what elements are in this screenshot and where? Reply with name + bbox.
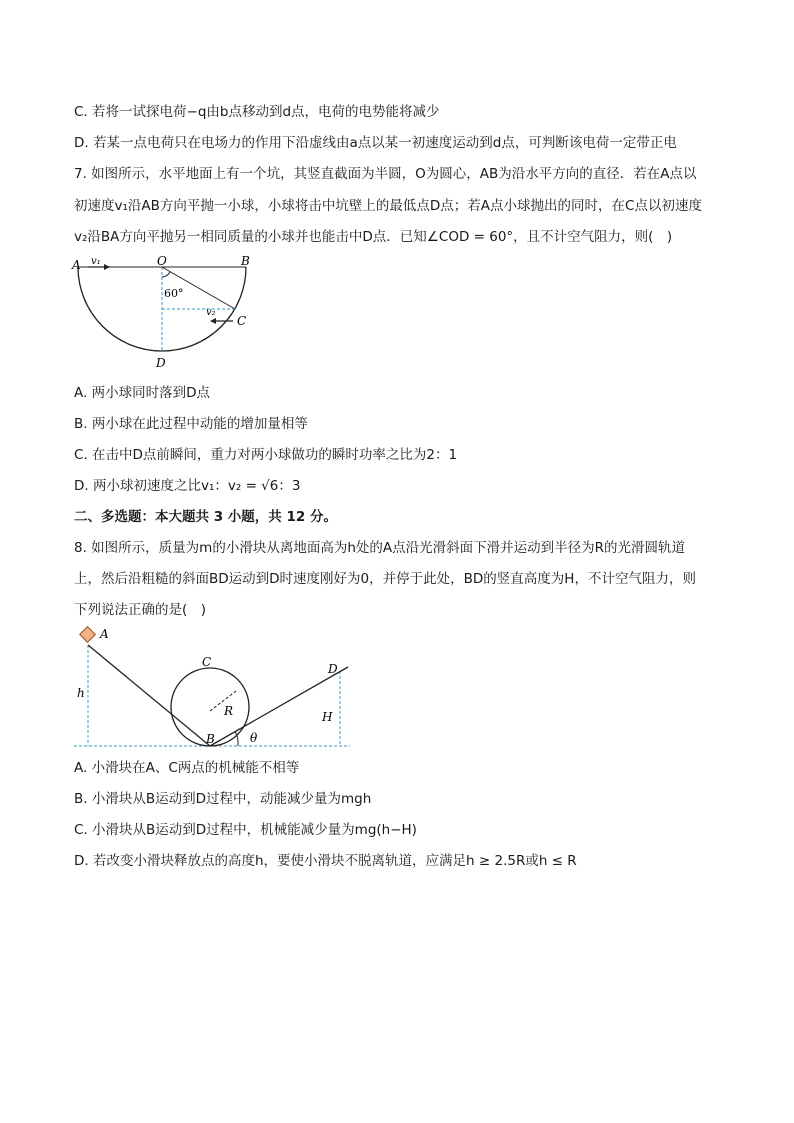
- q7-label-o: O: [157, 255, 167, 268]
- q8-label-h: h: [77, 686, 85, 700]
- q8-label-h-capital: H: [322, 710, 333, 724]
- q7-label-v2: v₂: [206, 307, 216, 318]
- q8-label-b: B: [206, 732, 215, 746]
- section-multiple-choice-heading: 二、多选题：本大题共 3 小题，共 12 分。: [74, 509, 337, 525]
- q7-label-angle: 60°: [164, 287, 184, 300]
- q7-label-d: D: [156, 356, 166, 370]
- q8-option-d: D. 若改变小滑块释放点的高度h，要使小滑块不脱离轨道，应满足h ≥ 2.5R或h ≤ R: [74, 853, 577, 869]
- q8-label-d: D: [328, 662, 338, 676]
- q7-stem-line-3: v₂沿BA方向平抛另一相同质量的小球并也能击中D点．已知∠COD = 60°，且不计空气阻力，则( ): [74, 229, 673, 245]
- q8-figure: [70, 625, 360, 755]
- q8-option-b: B. 小滑块从B运动到D过程中，动能减少量为mgh: [74, 791, 372, 807]
- q7-label-a: A: [72, 258, 81, 272]
- q8-label-r: R: [224, 704, 234, 718]
- q7-stem-line-2: 初速度v₁沿AB方向平抛一小球，小球将击中坑壁上的最低点D点；若A点小球抛出的同时，在C点以初速度: [74, 198, 702, 214]
- q7-label-b: B: [241, 255, 250, 268]
- q7-label-v1: v₁: [91, 256, 101, 267]
- q6-option-d: D. 若某一点电荷只在电场力的作用下沿虚线由a点以某一初速度运动到d点，可判断该电荷一定带正电: [74, 135, 677, 151]
- q7-label-c: C: [237, 314, 247, 328]
- q7-stem-line-1: 7. 如图所示，水平地面上有一个坑，其竖直截面为半圆，O为圆心，AB为沿水平方向的直径．若在A点以: [74, 166, 697, 182]
- q8-option-a: A. 小滑块在A、C两点的机械能不相等: [74, 760, 300, 776]
- q7-figure: [70, 255, 260, 375]
- q8-stem-line-1: 8. 如图所示，质量为m的小滑块从离地面高为h处的A点沿光滑斜面下滑并运动到半径为R的光滑圆轨道: [74, 540, 685, 556]
- q8-stem-line-3: 下列说法正确的是( ): [74, 602, 207, 618]
- q8-label-theta: θ: [250, 731, 258, 745]
- q7-option-d: D. 两小球初速度之比v₁：v₂ = √6：3: [74, 478, 301, 494]
- q7-option-c: C. 在击中D点前瞬间，重力对两小球做功的瞬时功率之比为2：1: [74, 447, 458, 463]
- q8-label-c: C: [202, 655, 212, 669]
- q8-label-a: A: [100, 627, 109, 641]
- q7-option-b: B. 两小球在此过程中动能的增加量相等: [74, 416, 308, 432]
- q8-option-c: C. 小滑块从B运动到D过程中，机械能减少量为mg(h−H): [74, 822, 417, 838]
- q6-option-c: C. 若将一试探电荷−q由b点移动到d点，电荷的电势能将减少: [74, 104, 440, 120]
- q7-option-a: A. 两小球同时落到D点: [74, 385, 210, 401]
- q8-stem-line-2: 上，然后沿粗糙的斜面BD运动到D时速度刚好为0，并停于此处，BD的竖直高度为H，不计空气阻力，则: [74, 571, 696, 587]
